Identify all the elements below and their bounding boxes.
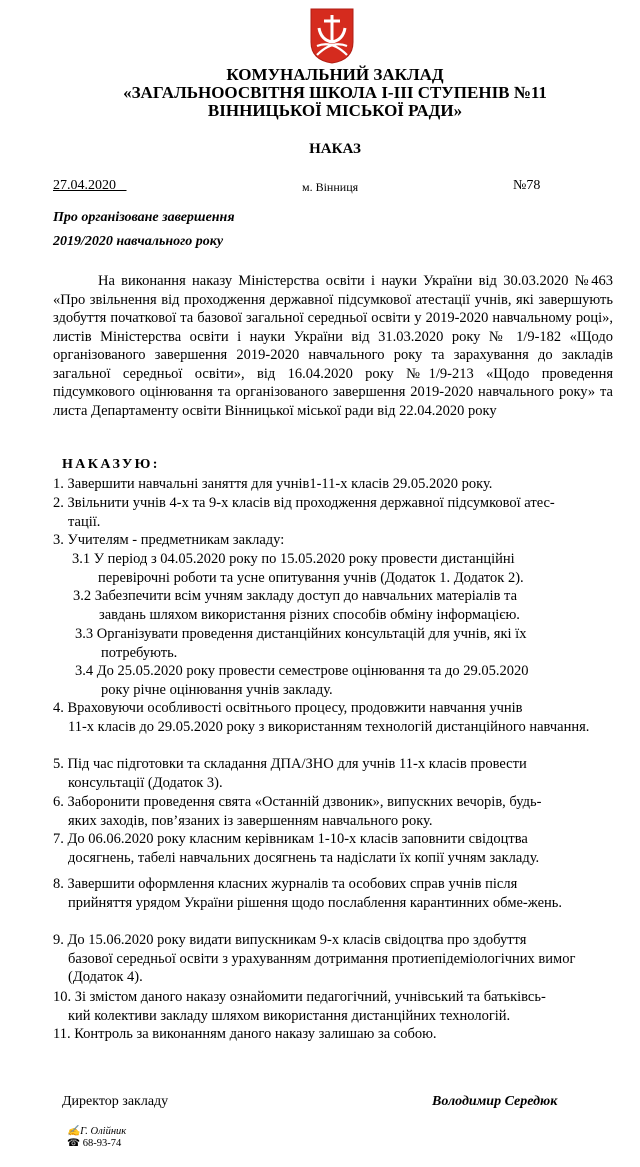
order-item-text: 4. Враховуючи особливості освітнього процесу, продовжити навчання учнів <box>53 700 523 716</box>
org-name-line3: ВІННИЦЬКОЇ МІСЬКОЇ РАДИ» <box>207 101 463 120</box>
order-item-text: 7. До 06.06.2020 року класним керівникам 1-10-х класів заповнити свідоцтва <box>53 831 528 847</box>
order-subitem-3-4 <box>75 662 595 699</box>
order-item-continuation: досягнень, табелі навчальних досягнень та надіслати їх копії учням закладу. <box>68 849 540 866</box>
order-item-continuation: консультації (Додаток 3). <box>68 774 223 791</box>
subitem-continuation: завдань шляхом використання різних способів обміну інформацією. <box>99 606 520 623</box>
order-item-7 <box>53 830 623 867</box>
order-item-1 <box>53 475 623 494</box>
signature-name: Володимир Середюк <box>432 1094 558 1109</box>
pen-icon: ✍ <box>67 1126 81 1137</box>
order-subitem-3-3 <box>75 625 595 662</box>
subject-line1: Про організоване завершення <box>53 210 235 225</box>
subitem-continuation: перевірочні роботи та усне опитування учнів (Додаток 1. Додаток 2). <box>98 569 524 586</box>
subitem-continuation: потребують. <box>101 644 178 661</box>
order-item-11 <box>53 1025 623 1044</box>
order-subitem-3-2 <box>73 587 593 624</box>
order-item-continuation: базової середньої освіти з урахуванням дотримання протиепідеміологічних вимог (Додаток 4). <box>68 950 576 985</box>
order-item-text: 10. Зі змістом даного наказу ознайомити педагогічний, учнівський та батьківсь- <box>53 989 546 1005</box>
footer-phone: ☎ 68-93-74 <box>67 1138 122 1149</box>
order-item-9 <box>53 931 623 987</box>
order-item-continuation: 11-х класів до 29.05.2020 року з використанням технологій дистанційного навчання. <box>68 718 590 735</box>
order-heading: НАКАЗУЮ: <box>62 457 160 472</box>
footer-author: ✍Г. Олійник <box>67 1126 127 1137</box>
order-item-text: 8. Завершити оформлення класних журналів та особових справ учнів після <box>53 876 518 892</box>
order-item-text: 2. Звільнити учнів 4-х та 9-х класів від проходження державної підсумкової атес- <box>53 495 555 511</box>
order-item-continuation: прийняття урядом України рішення щодо послаблення карантинних обме-жень. <box>68 894 563 911</box>
order-item-continuation: кий колективи закладу шляхом використання дистанційних технологій. <box>68 1007 511 1024</box>
subject-line2: 2019/2020 навчального року <box>53 234 224 249</box>
order-item-10 <box>53 988 623 1025</box>
order-item-text: 3. Учителям - предметникам закладу: <box>53 532 285 548</box>
order-city: м. Вінниця <box>302 180 359 194</box>
subitem-text: 3.3 Організувати проведення дистанційних консультацій для учнів, які їх <box>75 626 527 642</box>
subitem-text: 3.1 У період з 04.05.2020 року по 15.05.2020 року провести дистанційні <box>72 551 515 567</box>
org-name-line1: КОМУНАЛЬНИЙ ЗАКЛАД <box>226 65 444 84</box>
order-item-continuation: тації. <box>68 513 101 530</box>
order-item-text: 1. Завершити навчальні заняття для учнів1-11-х класів 29.05.2020 року. <box>53 476 493 492</box>
order-item-6 <box>53 793 623 830</box>
document-type: НАКАЗ <box>309 141 361 157</box>
order-item-3 <box>53 531 623 550</box>
subitem-continuation: року річне оцінювання учнів закладу. <box>101 681 333 698</box>
order-date: 27.04.2020 <box>53 178 116 193</box>
order-subitem-3-1 <box>72 550 592 587</box>
signature-role: Директор закладу <box>62 1094 169 1109</box>
order-item-text: 6. Заборонити проведення свята «Останній дзвоник», випускних вечорів, будь- <box>53 794 542 810</box>
order-item-continuation: яких заходів, пов’язаних із завершенням навчального року. <box>68 812 433 829</box>
preamble-paragraph: На виконання наказу Міністерства освіти і науки України від 30.03.2020 №463 «Про звільнення від проходження державної підсумкової атестації учнів, які завершують здобуття початкової та базової загальної середньої освіти у 2019-2020 навчальному році», листів Міністерства освіти і науки України від 31.03.2020 року № 1/9-182 «Щодо організованого завершення 2019-2020 навчального року та зарахування до закладів загальної середньої освіти», від 16.04.2020 року №1/9-213 «Щодо проведення підсумкового оцінювання та організованого завершення 2019-2020 навчального року» та листа Департаменту освіти Вінницької міської ради від 22.04.2020 року <box>53 273 613 419</box>
phone-icon: ☎ <box>67 1138 81 1149</box>
order-item-5 <box>53 755 623 792</box>
order-number: №78 <box>513 178 541 193</box>
subitem-text: 3.4 До 25.05.2020 року провести семестрове оцінювання та до 29.05.2020 <box>75 663 529 679</box>
order-item-text: 5. Під час підготовки та складання ДПА/ЗНО для учнів 11-х класів провести <box>53 756 527 772</box>
order-item-4 <box>53 699 623 736</box>
vinnytsia-coat-of-arms-icon <box>310 8 354 64</box>
order-item-2 <box>53 494 623 531</box>
subitem-text: 3.2 Забезпечити всім учням закладу доступ до навчальних матеріалів та <box>73 588 517 604</box>
order-item-8 <box>53 875 623 912</box>
order-item-text: 11. Контроль за виконанням даного наказу залишаю за собою. <box>53 1026 437 1042</box>
org-name-line2: «ЗАГАЛЬНООСВІТНЯ ШКОЛА І-ІІІ СТУПЕНІВ №11 <box>123 83 547 102</box>
order-item-text: 9. До 15.06.2020 року видати випускникам 9-х класів свідоцтва про здобуття <box>53 932 527 948</box>
